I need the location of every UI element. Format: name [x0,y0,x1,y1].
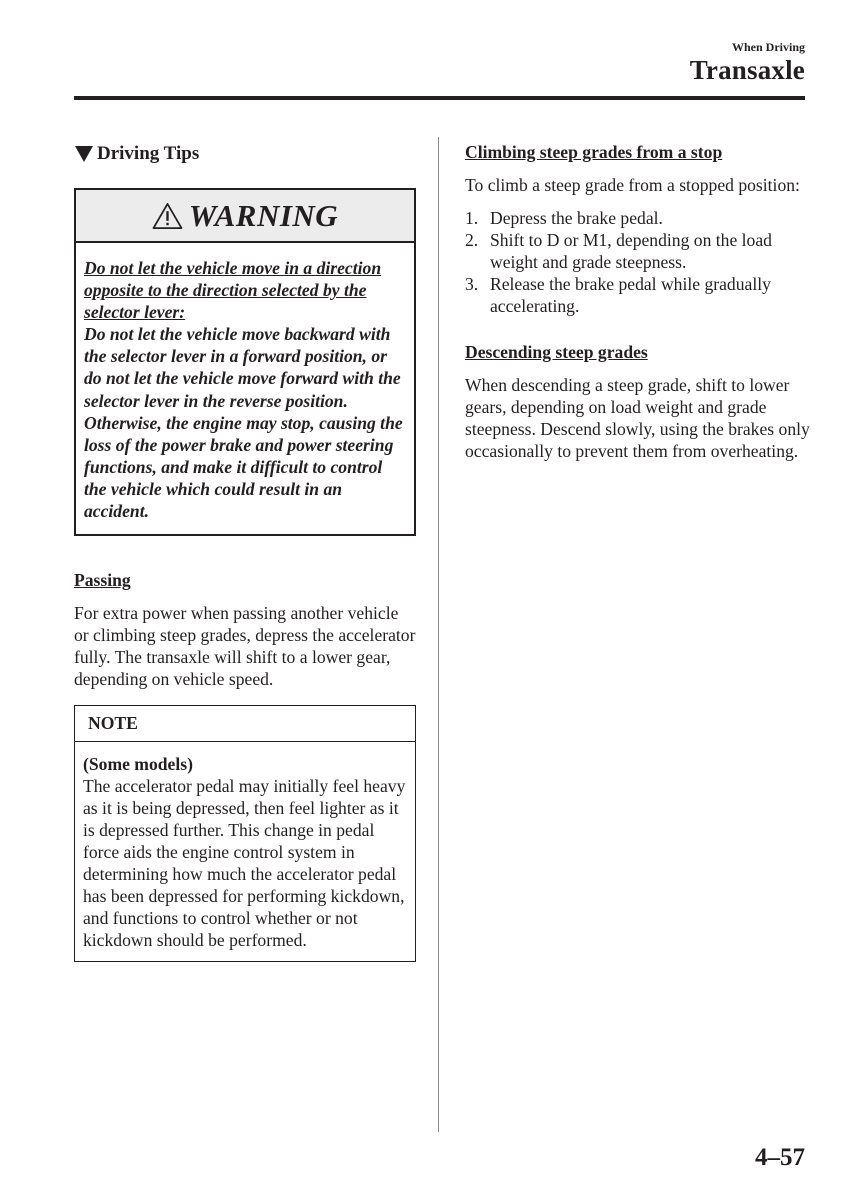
note-header: NOTE [75,706,415,742]
list-item [465,229,810,273]
warning-lead: Do not let the vehicle move in a direction opposite to the direction selected by the selector lever: [84,258,382,323]
step-text: Depress the brake pedal. [490,208,663,229]
left-column [74,141,416,962]
page-title: Transaxle [689,55,805,85]
note-text: The accelerator pedal may initially feel heavy as it is being depressed, then feel lighter as it is depressed further. This change in pedal force aids the engine control system in determining how much the accelerator pedal has been depressed for performing kickdown, and functions to control whether or not kickdown should be performed. [83,775,406,951]
descending-heading: Descending steep grades [465,341,648,362]
down-triangle-icon [75,146,93,162]
warning-header [76,190,414,243]
warning-triangle-icon [152,202,183,230]
driving-tips-heading [74,141,416,167]
warning-text: Do not let the vehicle move backward with the selector lever in a forward position, or do not let the vehicle move forward with the selector lever in the reverse position. Otherwise, the engine may stop, causing the loss of the power brake and power steering functions, and make it difficult to control the vehicle which could result in an accident. [84,324,403,522]
driving-tips-label: Driving Tips [97,143,200,164]
step-text: Shift to D or M1, depending on the load weight and grade steepness. [490,230,772,273]
list-item [465,207,810,229]
header-divider [74,96,805,100]
warning-body [76,243,414,534]
page-number: 4–57 [755,1144,805,1171]
warning-title: WARNING [188,197,339,233]
step-number: 1. [465,208,479,229]
descending-text: When descending a steep grade, shift to lower gears, depending on load weight and grade steepness. Descend slowly, using the brakes only occasionally to prevent them from overheating. [465,374,810,461]
note-subheading: (Some models) [83,753,193,774]
step-number: 3. [465,274,479,295]
step-text: Release the brake pedal while gradually accelerating. [490,274,771,317]
column-divider [438,137,439,1132]
section-label: When Driving [731,40,805,54]
passing-text: For extra power when passing another vehicle or climbing steep grades, depress the accelerator fully. The transaxle will shift to a lower gear, depending on vehicle speed. [74,603,416,690]
note-box [74,705,416,963]
climbing-steps [465,207,810,317]
warning-box [74,188,416,536]
climbing-heading: Climbing steep grades from a stop [465,142,723,162]
climbing-intro: To climb a steep grade from a stopped position: [465,175,800,195]
passing-heading: Passing [74,570,131,591]
right-column [465,141,810,462]
note-body [75,742,415,962]
step-number: 2. [465,230,479,251]
list-item [465,273,810,317]
